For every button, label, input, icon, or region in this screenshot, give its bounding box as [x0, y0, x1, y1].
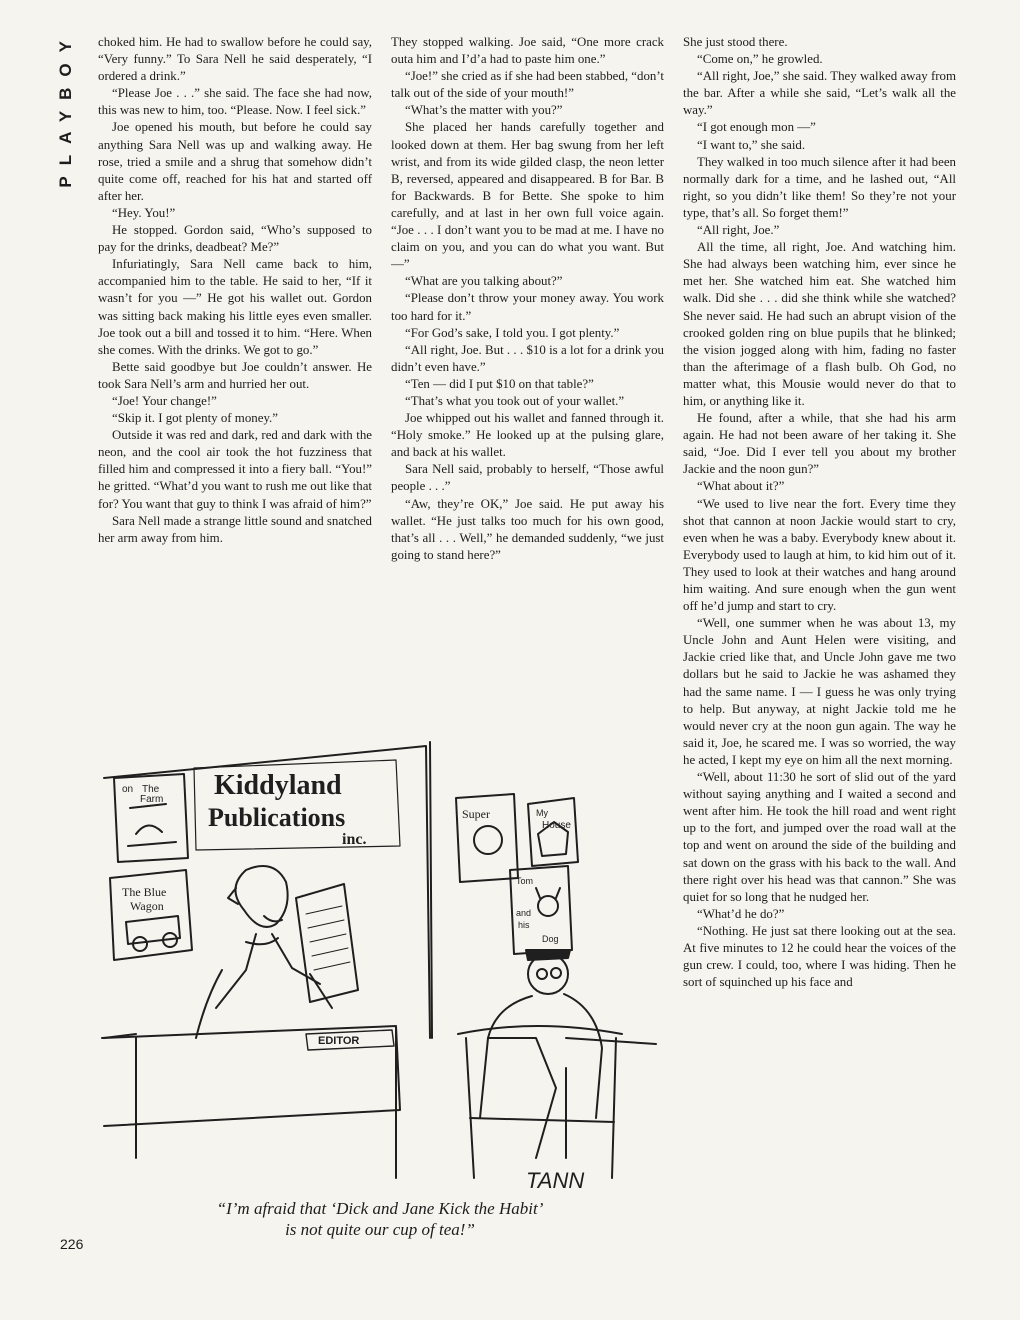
paragraph: “Joe!” she cried as if she had been stabbed, “don’t talk out of the side of your mouth!” — [391, 69, 664, 101]
magazine-name: PLAYBOY — [56, 30, 75, 188]
paragraph: He found, after a while, that she had his arm again. He had not been aware of her taking it. She said, “Joe. Did I ever tell you about my brother Jackie and the noon gun?” — [683, 411, 956, 477]
paragraph: “Joe! Your change!” — [112, 393, 217, 408]
paragraph: “All right, Joe,” she said. They walked away from the bar. After a while she said, “Let’s walk all the way.” — [683, 69, 956, 118]
paragraph: Bette said goodbye but Joe couldn’t answer. He took Sara Nell’s arm and hurried her out. — [98, 359, 372, 391]
paragraph: “That’s what you took out of your wallet.” — [405, 393, 625, 408]
page-number: 226 — [60, 1236, 84, 1252]
paragraph: “Skip it. I got plenty of money.” — [112, 411, 278, 426]
caption-line-2: is not quite our cup of tea!” — [285, 1220, 475, 1239]
poster-farm-line2: The — [142, 784, 160, 795]
paragraph: “I want to,” she said. — [697, 137, 806, 152]
paragraph: He stopped. Gordon said, “Who’s supposed to pay for the drinks, deadbeat? Me?” — [98, 223, 372, 255]
paragraph: Sara Nell made a strange little sound and snatched her arm away from him. — [98, 513, 372, 545]
paragraph: “What are you talking about?” — [405, 274, 563, 289]
desk — [102, 1026, 400, 1178]
text-column-2 — [391, 34, 664, 724]
paragraph: She just stood there. — [683, 35, 788, 49]
text-column-1 — [98, 34, 372, 724]
paragraph: “Hey. You!” — [112, 205, 176, 220]
sign-publications: Publications — [208, 803, 346, 832]
paragraph: choked him. He had to swallow before he could say, “Very funny.” To Sara Nell he said desperately, “I ordered a drink.” — [98, 35, 372, 84]
desk-nameplate: EDITOR — [318, 1035, 360, 1047]
paragraph: “Aw, they’re OK,” Joe said. He put away his wallet. “He just talks too much for his own good, that’s all . . . Well,” he demanded suddenly, “we just going to stand here?” — [391, 496, 664, 562]
poster-wagon-line2: Wagon — [130, 899, 164, 913]
paragraph: “Well, one summer when he was about 13, my Uncle John and Aunt Helen were visiting, and Jackie cried like that, and Uncle John gave me two dollars but he said to Jackie he was ashamed they had the same name. I — I guess he was only trying to help. But anyway, at night Jackie told me he would never cry at the noon gun again. The way he said it, Joe, he scared me. I was so worried, the way he acted, I kept my eye on him all the next morning. — [683, 616, 956, 767]
paragraph: All the time, all right, Joe. And watching him. She had always been watching him, ever since he met her. She watched him eat. She watched him walk. Did she . . . did she think while she watched? She never said. He had such an abrupt vision of the crooked golden ring on blue pupils that he blinked; the vision jogged along with him, fading no faster than the afterimage of a flash bulb. Oh God, no matter what, this Mousie would never do that to him, or anything like it. — [683, 240, 956, 408]
paragraph: “Nothing. He just sat there looking out at the sea. At five minutes to 12 he could hear the voices of the gun crew. I could, too, where I was hiding. Then he sort of squinched up his face and — [683, 923, 956, 990]
paragraph: They walked in too much silence after it had been normally dark for a time, and he lashed out, “All right, so you didn’t like them! So they’re not your type, that’s all. So forget them!” — [683, 154, 956, 220]
poster-farm-line1: on — [122, 784, 134, 795]
paragraph: Joe whipped out his wallet and fanned through it. “Holy smoke.” He looked up at the pulsing glare, and back at his wallet. — [391, 411, 664, 460]
cartoon-caption — [110, 1198, 650, 1240]
paragraph: They stopped walking. Joe said, “One more crack outa him and I’d’a had to paste him one.” — [391, 35, 664, 67]
paragraph: “I got enough mon —” — [697, 120, 816, 135]
paragraph: “What’s the matter with you?” — [405, 103, 563, 118]
poster-farm-line3: Farm — [140, 794, 164, 805]
paragraph: “Well, about 11:30 he sort of slid out of the yard without saying anything and I waited a second and went after him. He took the hill road and went right up to the fort, and jumped over the road wall at the top and went on around the side of the building and sat down on the grass with his back to the wall. And there right over his head was that cannon.” She was quiet for so long that he nudged her. — [683, 770, 956, 904]
paragraph: “All right, Joe. But . . . $10 is a lot for a drink you didn’t even have.” — [391, 342, 664, 374]
paragraph: “What’d he do?” — [697, 906, 785, 921]
cartoonist-signature: TANN — [526, 1168, 585, 1193]
poster-wagon — [110, 870, 192, 960]
paragraph: Infuriatingly, Sara Nell came back to him, accompanied him to the table. He said to her, “If it wasn’t for you —” He got his wallet out. Gordon was sitting back making his little eyes even smaller. Joe took out a bill and tossed it to him. “Here. When she comes. With the drinks. We got to go.” — [98, 257, 372, 357]
editor-cartoon — [96, 738, 661, 1198]
manuscript — [296, 884, 358, 1002]
poster-dog-line4: Dog — [542, 934, 559, 944]
visitor-figure — [480, 950, 602, 1158]
paragraph: “Please don’t throw your money away. You work too hard for it.” — [391, 291, 664, 323]
poster-wagon-line1: The Blue — [122, 885, 167, 899]
text-column-3 — [683, 34, 956, 1260]
paragraph: “All right, Joe.” — [697, 223, 780, 238]
poster-dog-line3: his — [518, 920, 530, 930]
sign-kiddyland: Kiddyland — [214, 770, 342, 801]
poster-house-line2: House — [542, 820, 571, 831]
poster-super-text: Super — [462, 807, 490, 821]
paragraph: “Ten — did I put $10 on that table?” — [405, 376, 594, 391]
paragraph: “Please Joe . . .” she said. The face she had now, this was new to him, too. “Please. Now. I feel sick.” — [98, 86, 372, 118]
poster-dog-line1: Tom — [516, 876, 534, 886]
poster-dog-line2: and — [516, 908, 532, 918]
poster-house-line1: My — [536, 808, 548, 818]
paragraph: “What about it?” — [697, 479, 785, 494]
paragraph: “Come on,” he growled. — [697, 52, 823, 67]
paragraph: She placed her hands carefully together and looked down at them. Her bag swung from her left wrist, and from its wide gilded clasp, the neon letter B, reversed, appeared and disappeared. B for Bar. B for Backwards. B for Bette. She spoke to him carefully, and at last in her own full voice again. “Joe . . . I don’t want you to be mad at me. I have no claim on you, and you can do what you want. But —” — [391, 120, 664, 272]
sign-inc: inc. — [342, 831, 367, 848]
paragraph: Outside it was red and dark, red and dark with the neon, and the cool air took the hot fuzziness that filled him and compressed it into a fiery ball. “You!” he gritted. “What’d you want to rush me out like that for? You want that guy to think I was afraid of him?” — [98, 428, 372, 511]
paragraph: Sara Nell said, probably to herself, “Those awful people . . .” — [391, 462, 664, 494]
paragraph: Joe opened his mouth, but before he could say anything Sara Nell was up and walking away. He rose, tried a smile and a shrug that somehow didn’t quite come off, reached for his hat and started off after her. — [98, 120, 372, 203]
editor-figure — [196, 866, 332, 1038]
paragraph: “For God’s sake, I told you. I got plenty.” — [405, 325, 620, 340]
paragraph: “We used to live near the fort. Every time they shot that cannon at noon Jackie would start to cry, even when he was a baby. Everybody knew about it. Everybody used to laugh at him, to kid him out of it. They used to look at their watches and hang around him waiting. And sure enough when the gun went off he’d jump and start to cry. — [683, 496, 956, 614]
caption-line-1: “I’m afraid that ‘Dick and Jane Kick the Habit’ — [216, 1199, 544, 1218]
